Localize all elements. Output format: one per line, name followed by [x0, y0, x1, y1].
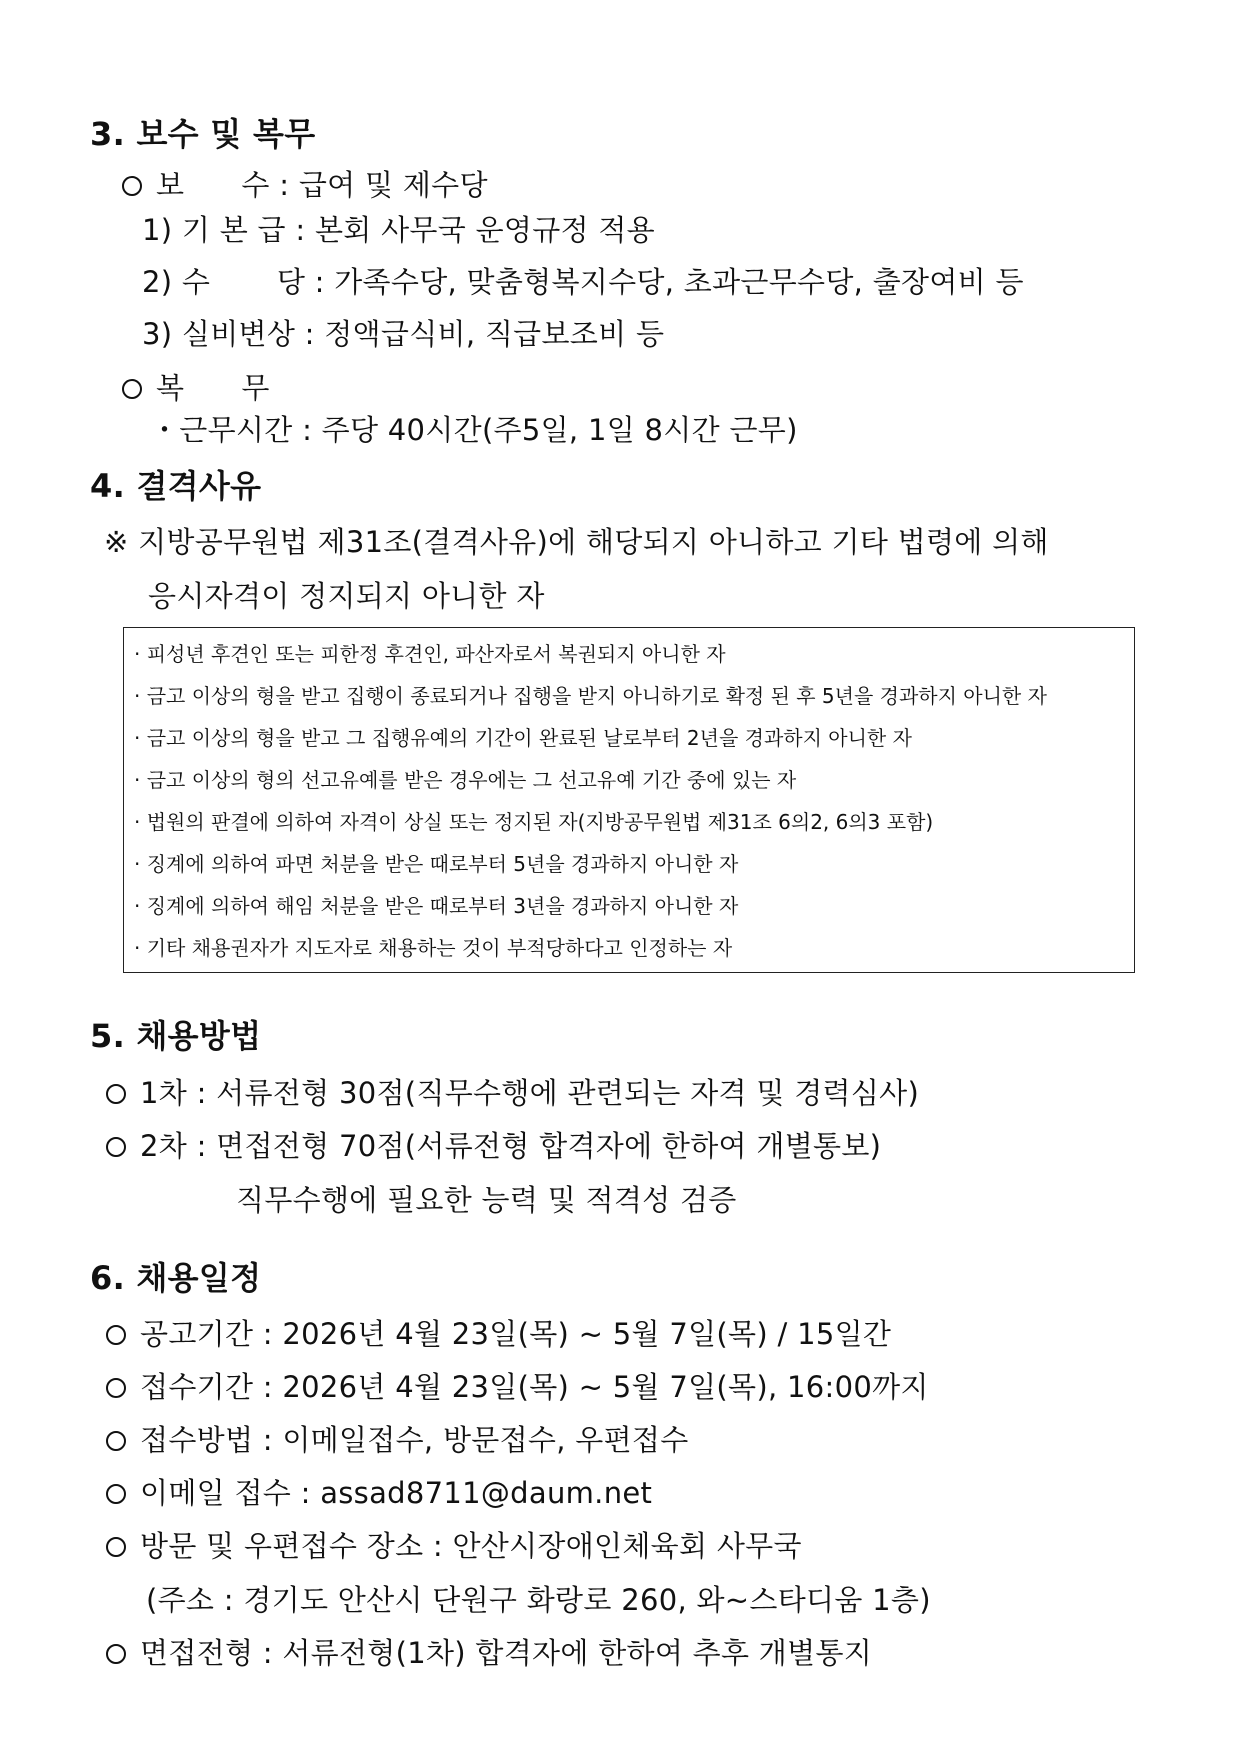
duty-detail: ・근무시간 : 주당 40시간(주5일, 1일 8시간 근무)	[150, 413, 798, 447]
interview-text: 면접전형 : 서류전형(1차) 합격자에 한하여 추후 개별통지	[140, 1636, 873, 1670]
section-6-title: 6. 채용일정	[90, 1259, 262, 1297]
schedule-item-text: 공고기간 : 2026년 4월 23일(목) ~ 5월 7일(목) / 15일간	[140, 1317, 892, 1351]
method-second-cont: 직무수행에 필요한 능력 및 적격성 검증	[236, 1183, 737, 1217]
email-text: 이메일 접수 : assad8711@daum.net	[140, 1476, 653, 1510]
schedule-item	[106, 1316, 891, 1352]
disqualification-note: ※ 지방공무원법 제31조(결격사유)에 해당되지 아니하고 기타 법령에 의해	[104, 525, 1049, 559]
pay-item-1: 1) 기 본 급 : 본회 사무국 운영규정 적용	[142, 213, 655, 247]
schedule-item	[106, 1528, 802, 1564]
box-item: · 징계에 의하여 해임 처분을 받은 때로부터 3년을 경과하지 아니한 자	[134, 894, 739, 918]
pay-label: 보 수 : 급여 및 제수당	[156, 168, 488, 202]
schedule-item	[106, 1369, 929, 1405]
circle-bullet-icon	[122, 176, 142, 196]
pay-item-2: 2) 수 당 : 가족수당, 맞춤형복지수당, 초과근무수당, 출장여비 등	[142, 265, 1024, 299]
circle-bullet-icon	[106, 1537, 126, 1557]
circle-bullet-icon	[106, 1644, 126, 1664]
box-item: · 징계에 의하여 파면 처분을 받은 때로부터 5년을 경과하지 아니한 자	[134, 852, 739, 876]
section-4-title: 4. 결격사유	[90, 467, 262, 505]
duty-line	[122, 370, 270, 406]
schedule-item-text: 접수기간 : 2026년 4월 23일(목) ~ 5월 7일(목), 16:00까지	[140, 1370, 929, 1404]
schedule-item-text: 접수방법 : 이메일접수, 방문접수, 우편접수	[140, 1423, 689, 1457]
circle-bullet-icon	[106, 1484, 126, 1504]
pay-line	[122, 167, 488, 203]
duty-label: 복 무	[156, 371, 270, 405]
box-item: · 금고 이상의 형을 받고 그 집행유예의 기간이 완료된 날로부터 2년을 경과하지 아니한 자	[134, 726, 912, 750]
box-item: · 금고 이상의 형의 선고유예를 받은 경우에는 그 선고유예 기간 중에 있는 자	[134, 768, 797, 792]
method-second-text: 2차 : 면접전형 70점(서류전형 합격자에 한하여 개별통보)	[140, 1129, 882, 1163]
disqualification-note-cont: 응시자격이 정지되지 아니한 자	[148, 579, 545, 613]
section-5-title: 5. 채용방법	[90, 1017, 262, 1055]
pay-item-3: 3) 실비변상 : 정액급식비, 직급보조비 등	[142, 317, 665, 351]
circle-bullet-icon	[106, 1084, 126, 1104]
box-item: · 피성년 후견인 또는 피한정 후견인, 파산자로서 복권되지 아니한 자	[134, 642, 726, 666]
circle-bullet-icon	[122, 379, 142, 399]
disqualification-box	[123, 627, 1135, 973]
method-first	[106, 1075, 919, 1111]
box-item: · 기타 채용권자가 지도자로 채용하는 것이 부적당하다고 인정하는 자	[134, 936, 733, 960]
schedule-item-text: 방문 및 우편접수 장소 : 안산시장애인체육회 사무국	[140, 1529, 802, 1563]
circle-bullet-icon	[106, 1137, 126, 1157]
method-first-text: 1차 : 서류전형 30점(직무수행에 관련되는 자격 및 경력심사)	[140, 1076, 920, 1110]
schedule-item	[106, 1475, 652, 1511]
box-item: · 금고 이상의 형을 받고 집행이 종료되거나 집행을 받지 아니하기로 확정 된 후 5년을 경과하지 아니한 자	[134, 684, 1047, 708]
method-second	[106, 1128, 881, 1164]
schedule-item	[106, 1422, 689, 1458]
circle-bullet-icon	[106, 1378, 126, 1398]
box-item: · 법원의 판결에 의하여 자격이 상실 또는 정지된 자(지방공무원법 제31조 6의2, 6의3 포함)	[134, 810, 934, 834]
section-3-title: 3. 보수 및 복무	[90, 115, 316, 153]
circle-bullet-icon	[106, 1325, 126, 1345]
circle-bullet-icon	[106, 1431, 126, 1451]
address-line: (주소 : 경기도 안산시 단원구 화랑로 260, 와~스타디움 1층)	[146, 1583, 931, 1617]
schedule-item	[106, 1635, 872, 1671]
